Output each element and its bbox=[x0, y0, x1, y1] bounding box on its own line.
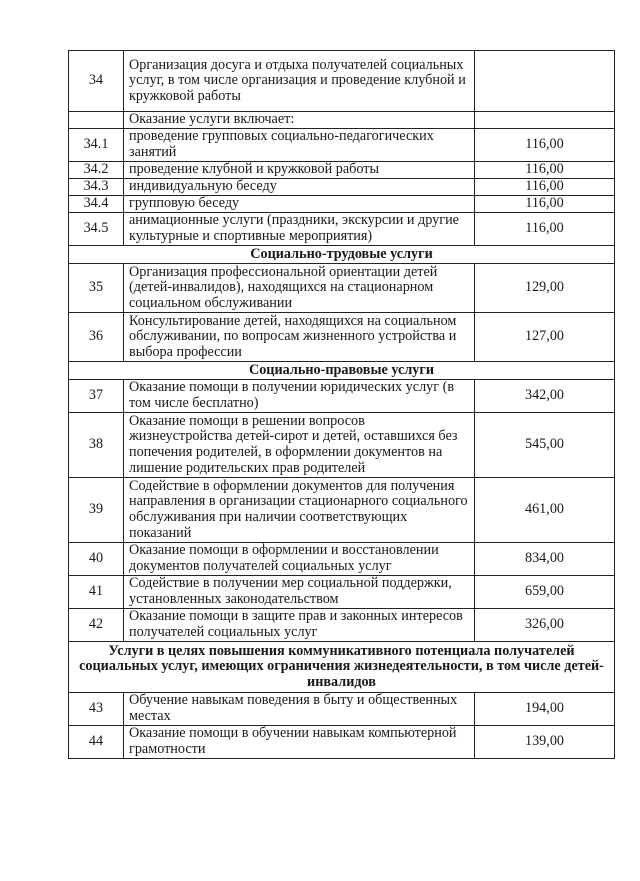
section-title: Услуги в целях повышения коммуникативного потенциала получателей социальных услуг, имеющих ограничения жизнедеятельности, в том числе детей-инвалидов bbox=[69, 642, 615, 693]
table-row bbox=[69, 213, 615, 246]
table-row bbox=[69, 576, 615, 609]
row-number: 40 bbox=[69, 543, 124, 576]
service-price bbox=[475, 112, 615, 129]
service-price: 659,00 bbox=[475, 576, 615, 609]
service-description: Содействие в получении мер социальной поддержки, установленных законодательством bbox=[124, 576, 475, 609]
service-description: Консультирование детей, находящихся на социальном обслуживании, по вопросам жизненного устройства и выбора профессии bbox=[124, 313, 475, 362]
section-header-row bbox=[69, 246, 615, 264]
row-number bbox=[69, 112, 124, 129]
service-description: проведение групповых социально-педагогических занятий bbox=[124, 129, 475, 162]
table-row bbox=[69, 51, 615, 112]
row-number: 34.3 bbox=[69, 179, 124, 196]
service-description: Организация досуга и отдыха получателей социальных услуг, в том числе организация и проведение клубной и кружковой работы bbox=[124, 51, 475, 112]
service-description: Оказание помощи в решении вопросов жизнеустройства детей-сирот и детей, оставшихся без попечения родителей, в оформлении документов на лишение родительских прав родителей bbox=[124, 413, 475, 478]
table-row bbox=[69, 380, 615, 413]
service-description: групповую беседу bbox=[124, 196, 475, 213]
service-description: Организация профессиональной ориентации детей (детей-инвалидов), находящихся на стационарном социальном обслуживании bbox=[124, 264, 475, 313]
service-description: Оказание помощи в получении юридических услуг (в том числе бесплатно) bbox=[124, 380, 475, 413]
service-price: 461,00 bbox=[475, 478, 615, 543]
service-description: Оказание услуги включает: bbox=[124, 112, 475, 129]
service-price: 116,00 bbox=[475, 213, 615, 246]
row-number: 35 bbox=[69, 264, 124, 313]
section-title: Социально-трудовые услуги bbox=[69, 246, 615, 264]
table-row bbox=[69, 162, 615, 179]
section-header-row bbox=[69, 362, 615, 380]
row-number: 41 bbox=[69, 576, 124, 609]
service-price: 194,00 bbox=[475, 693, 615, 726]
service-description: Обучение навыкам поведения в быту и общественных местах bbox=[124, 693, 475, 726]
service-description: Содействие в оформлении документов для получения направления в организации стационарного социального обслуживания при наличии соответствующих показаний bbox=[124, 478, 475, 543]
service-description: анимационные услуги (праздники, экскурсии и другие культурные и спортивные мероприятия) bbox=[124, 213, 475, 246]
services-price-table bbox=[68, 50, 615, 759]
table-row bbox=[69, 313, 615, 362]
service-description: Оказание помощи в оформлении и восстановлении документов получателей социальных услуг bbox=[124, 543, 475, 576]
row-number: 34.1 bbox=[69, 129, 124, 162]
service-price: 116,00 bbox=[475, 129, 615, 162]
table-row bbox=[69, 196, 615, 213]
service-description: Оказание помощи в обучении навыкам компьютерной грамотности bbox=[124, 726, 475, 759]
section-header-row bbox=[69, 642, 615, 693]
row-number: 34.2 bbox=[69, 162, 124, 179]
row-number: 43 bbox=[69, 693, 124, 726]
service-price: 116,00 bbox=[475, 162, 615, 179]
table-row bbox=[69, 609, 615, 642]
table-row bbox=[69, 478, 615, 543]
service-price: 116,00 bbox=[475, 179, 615, 196]
service-price: 139,00 bbox=[475, 726, 615, 759]
service-description: Оказание помощи в защите прав и законных интересов получателей социальных услуг bbox=[124, 609, 475, 642]
row-number: 36 bbox=[69, 313, 124, 362]
row-number: 39 bbox=[69, 478, 124, 543]
row-number: 38 bbox=[69, 413, 124, 478]
table-row bbox=[69, 179, 615, 196]
table-row bbox=[69, 112, 615, 129]
service-description: индивидуальную беседу bbox=[124, 179, 475, 196]
table-row bbox=[69, 413, 615, 478]
table-row bbox=[69, 129, 615, 162]
row-number: 42 bbox=[69, 609, 124, 642]
service-price bbox=[475, 51, 615, 112]
row-number: 37 bbox=[69, 380, 124, 413]
service-description: проведение клубной и кружковой работы bbox=[124, 162, 475, 179]
table-row bbox=[69, 264, 615, 313]
row-number: 34.5 bbox=[69, 213, 124, 246]
service-price: 342,00 bbox=[475, 380, 615, 413]
table-row bbox=[69, 726, 615, 759]
table-row bbox=[69, 543, 615, 576]
row-number: 44 bbox=[69, 726, 124, 759]
table-row bbox=[69, 693, 615, 726]
service-price: 127,00 bbox=[475, 313, 615, 362]
section-title: Социально-правовые услуги bbox=[69, 362, 615, 380]
row-number: 34.4 bbox=[69, 196, 124, 213]
service-price: 116,00 bbox=[475, 196, 615, 213]
row-number: 34 bbox=[69, 51, 124, 112]
service-price: 129,00 bbox=[475, 264, 615, 313]
service-price: 326,00 bbox=[475, 609, 615, 642]
service-price: 545,00 bbox=[475, 413, 615, 478]
service-price: 834,00 bbox=[475, 543, 615, 576]
